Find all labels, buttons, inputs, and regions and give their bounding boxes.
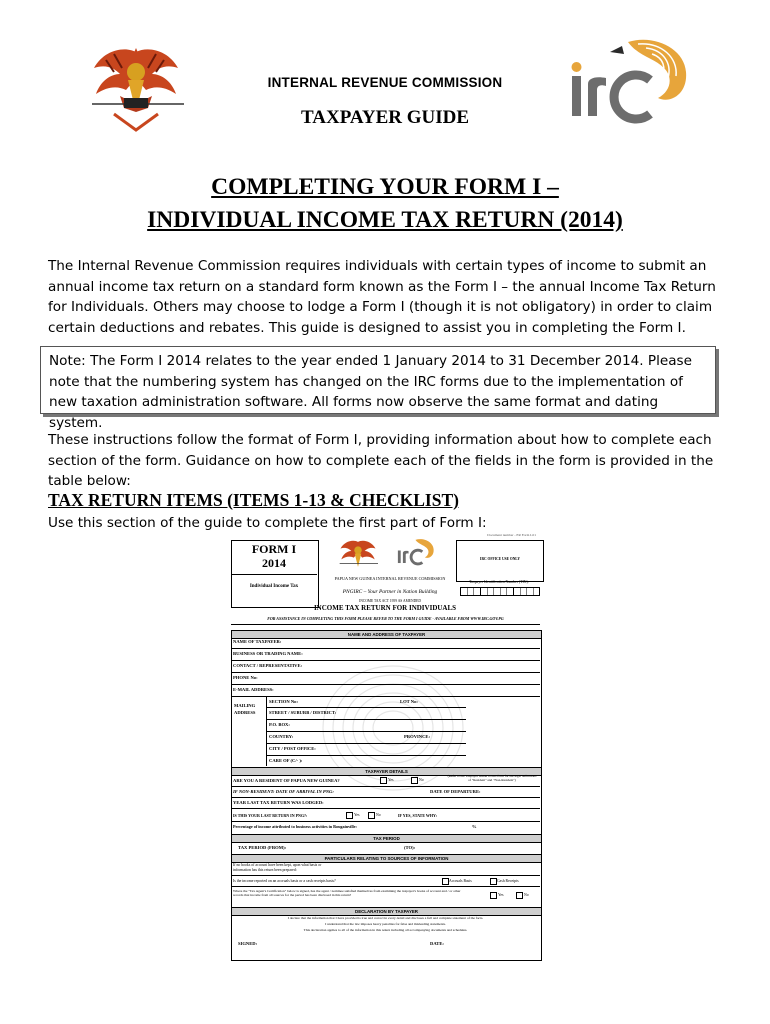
- label-lot-no: LOT No:: [400, 699, 418, 704]
- form-row-line: [266, 731, 466, 732]
- label-agent-no: No: [524, 893, 529, 897]
- tin-boxes: [460, 587, 540, 596]
- form-version: Document number - ER Form I-01: [487, 533, 536, 537]
- checkbox-agent-yes[interactable]: [490, 892, 497, 899]
- checkbox-accruals[interactable]: [442, 878, 449, 885]
- form-i-preview: [228, 532, 542, 960]
- label-cash: Cash Receipts: [497, 879, 519, 883]
- declaration-line-3: This declaration applies to all of the information in this return including all accompanying documents and schedules.: [303, 928, 468, 932]
- label-address: ADDRESS: [234, 710, 256, 715]
- band-name-address: NAME AND ADDRESS OF TAXPAYER: [231, 630, 542, 639]
- form-row-line: [231, 696, 540, 697]
- form-row-line: [231, 886, 540, 887]
- form-assist: FOR ASSISTANCE IN COMPLETING THIS FORM PLEASE REFER TO THE FORM I GUIDE - AVAILABLE FROM WWW.IRC.GOV.PG: [231, 616, 540, 625]
- form-row-line: [231, 821, 540, 822]
- form-slogan: PNGIRC – Your Partner in Nation Building: [342, 589, 438, 595]
- label-last-year: YEAR LAST TAX RETURN WAS LODGED:: [233, 800, 324, 805]
- form-row-line: [231, 684, 540, 685]
- form-row-line: [266, 755, 466, 756]
- percent-sign: %: [472, 824, 477, 829]
- band-sources: PARTICULARS RELATING TO SOURCES OF INFORMATION: [231, 854, 542, 863]
- document-title-line-1: COMPLETING YOUR FORM I –: [211, 174, 559, 200]
- label-resident: ARE YOU A RESIDENT OF PAPUA NEW GUINEA?: [233, 778, 340, 783]
- form-row-line: [266, 707, 466, 708]
- label-nonresident: IF NON-RESIDENT: DATE OF ARRIVAL IN PNG:: [233, 789, 334, 794]
- note-box: [40, 346, 716, 431]
- label-city: CITY / POST OFFICE:: [269, 746, 316, 751]
- label-business: BUSINESS OR TRADING NAME:: [233, 651, 303, 656]
- label-state-why: IF YES, STATE WHY:: [398, 813, 437, 818]
- band-tax-period: TAX PERIOD: [231, 834, 542, 843]
- form-row-line: [266, 743, 466, 744]
- label-departure: DATE OF DEPARTURE:: [430, 789, 481, 794]
- form-name-label: FORM I: [251, 542, 297, 556]
- tin-label: Taxpayer Identification Number (TIN):: [469, 580, 529, 584]
- label-accruals: Accruals Basis: [449, 879, 472, 883]
- checkbox-resident-yes[interactable]: [380, 777, 387, 784]
- form-row-line: [231, 875, 540, 876]
- form-name-divider: [231, 574, 317, 575]
- label-mailing: MAILING: [234, 703, 256, 708]
- office-use-label: IRC OFFICE USE ONLY: [480, 557, 520, 561]
- form-row-line: [231, 786, 540, 787]
- form-row-line: [231, 660, 540, 661]
- checkbox-resident-no[interactable]: [411, 777, 418, 784]
- intro-paragraph: The Internal Revenue Commission requires individuals with certain types of income to submit an annual income tax return on a standard form known as the Form I – the annual Income Tax Return for Individuals. Others may choose to lodge a Form I (though it is not obligatory) in order to claim certain deductions and rebates. This guide is designed to assist you in completing the Form I.: [48, 258, 716, 336]
- label-pobox: P.O. BOX:: [269, 722, 290, 727]
- form-title: INCOME TAX RETURN FOR INDIVIDUALS: [313, 604, 457, 612]
- section-subtext: Use this section of the guide to complete the first part of Form I:: [48, 515, 487, 531]
- office-use-box: [456, 540, 544, 582]
- label-country: COUNTRY:: [269, 734, 294, 739]
- label-last-return-no: No: [376, 813, 381, 817]
- label-date: DATE:: [430, 941, 444, 946]
- label-careof: CARE OF (C/- ):: [269, 758, 303, 763]
- label-books: If no books of account have been kept, upon what basis or information has this return been prepared:: [233, 863, 322, 872]
- label-email: E-MAIL ADDRESS:: [233, 687, 274, 692]
- declaration-line-1: I declare that the information that I have provided is true and correct in every detail and discloses a full and complete statement of the facts.: [287, 916, 484, 920]
- label-agent-yes: Yes: [498, 893, 504, 897]
- form-year: 2014: [262, 556, 286, 570]
- label-province: PROVINCE:: [404, 734, 431, 739]
- note-text: Note: The Form I 2014 relates to the year ended 1 January 2014 to 31 December 2014. Please note that the numbering system has changed on the IRC forms due to the implementation of new taxation administration software. All forms now observe the same format and dating system.: [49, 353, 693, 431]
- form-individual-label: Individual Income Tax: [249, 584, 299, 589]
- form-png-emblem: [336, 536, 380, 576]
- form-name: [231, 542, 317, 570]
- guide-title: TAXPAYER GUIDE: [300, 107, 470, 128]
- label-name: NAME OF TAXPAYER:: [233, 639, 282, 644]
- label-period-from: TAX PERIOD (FROM):: [238, 845, 287, 850]
- section-heading: TAX RETURN ITEMS (ITEMS 1-13 & CHECKLIST): [48, 490, 459, 510]
- label-signed: SIGNED:: [238, 941, 258, 946]
- commission-name: INTERNAL REVENUE COMMISSION: [267, 75, 503, 90]
- checkbox-cash[interactable]: [490, 878, 497, 885]
- form-row-line: [231, 648, 540, 649]
- label-last-return: IS THIS YOUR LAST RETURN IN PNG?:: [233, 813, 308, 818]
- form-act: INCOME TAX ACT 1959 AS AMENDED: [359, 599, 421, 603]
- form-commission: PAPUA NEW GUINEA INTERNAL REVENUE COMMISSION: [334, 576, 446, 581]
- label-section-no: SECTION No:: [269, 699, 298, 704]
- form-row-line: [231, 672, 540, 673]
- label-basis: Is the income reported on an accruals basis or a cash receipts basis?: [233, 879, 336, 883]
- form-irc-logo: [396, 537, 438, 569]
- label-phone: PHONE No:: [233, 675, 258, 680]
- checkbox-agent-no[interactable]: [516, 892, 523, 899]
- band-declaration: DECLARATION BY TAXPAYER: [231, 907, 542, 916]
- checkbox-last-return-yes[interactable]: [346, 812, 353, 819]
- label-last-return-yes: Yes: [354, 813, 360, 817]
- instructions-paragraph: These instructions follow the format of Form I, providing information about how to complete each section of the form. Guidance on how to complete each of the fields in the form is provided in the table below:: [48, 432, 714, 489]
- label-resident-yes: Yes: [388, 778, 394, 782]
- band-taxpayer-details: TAXPAYER DETAILS: [231, 767, 542, 776]
- form-row-line: [231, 797, 540, 798]
- form-row-line: [266, 719, 466, 720]
- label-contact: CONTACT / REPRESENTATIVE:: [233, 663, 303, 668]
- label-percentage: Percentage of income attributed to business activities in Bougainville:: [233, 824, 357, 829]
- label-street: STREET / SUBURB / DISTRICT:: [269, 710, 337, 715]
- label-agent: Where the "Tax Agent's Certification" below is signed, has the agent / nominee satisfied themselves from examining the taxpayer's books of account and / or other records that income from all sources for the period has been disclosed in this return?: [233, 889, 461, 898]
- declaration-line-2: I understand that the law imposes heavy penalties for false and misleading statements.: [325, 922, 446, 926]
- resident-note: (Refer to the Taxpayer Guide to this form for the legal definitions of "Resident" and "Non-Resident"): [447, 774, 537, 783]
- label-resident-no: No: [419, 778, 424, 782]
- form-row-line: [231, 808, 540, 809]
- checkbox-last-return-no[interactable]: [368, 812, 375, 819]
- label-period-to: (TO):: [404, 845, 416, 850]
- document-title-line-2: INDIVIDUAL INCOME TAX RETURN (2014): [147, 207, 623, 233]
